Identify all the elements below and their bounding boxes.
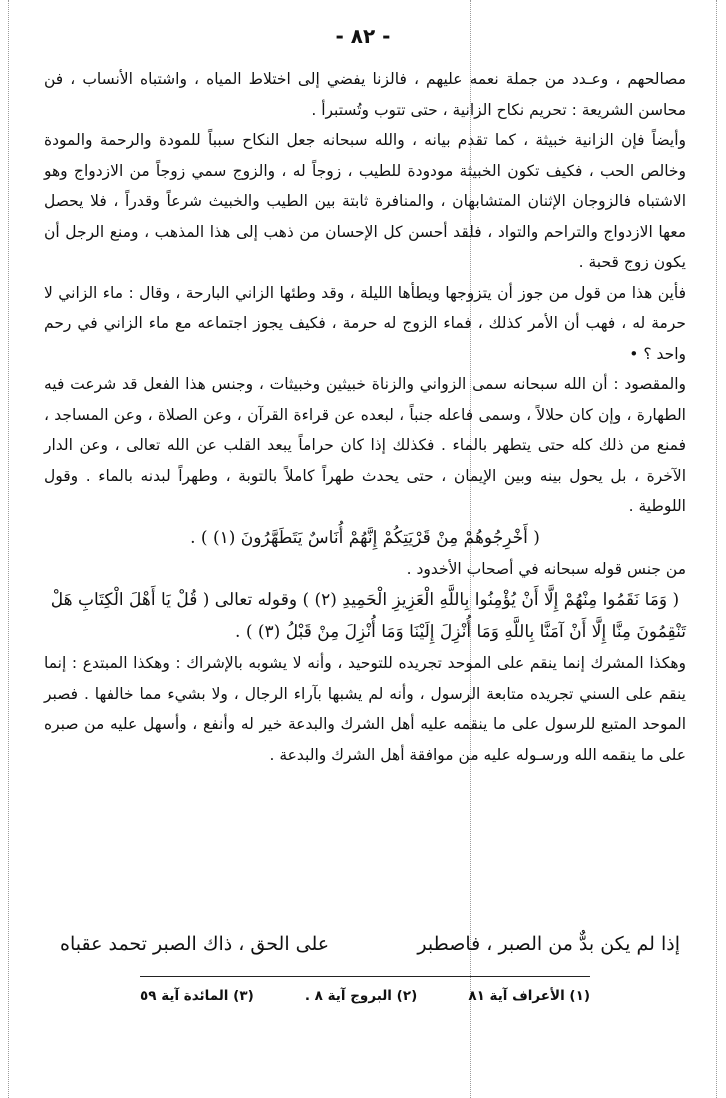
paragraph: فأين هذا من قول من جوز أن يتزوجها ويطأها الليلة ، وقد وطئها الزاني البارحة ، وقال : ماء الزاني لا حرمة له ، فهب أن الأمر كذلك ، فماء الزوج له حرمة ، فكيف يجوز اجتماعه مع ماء الزاني في رحم واحد ؟ • <box>44 283 686 363</box>
footnote: (٢) البروج آية ٨ . <box>304 988 418 1004</box>
paragraph: وهكذا المشرك إنما ينقم على الموحد تجريده للتوحيد ، وأنه لا يشوبه بالإشراك : وهكذا المبتدع : إنما ينقم على السني تجريده متابعة الرسول ، وأنه لم يشبها بآراء الرجال ، ولا بشيء مما خالفها . فصبر الموحد المتبع للرسول على ما ينقمه عليه أهل الشرك والبدعة خير له وأنفع ، وأسهل عليه من صبره على ما ينقمه الله ورسـوله عليه من موافقة أهل الشرك والبدعة . <box>44 654 686 764</box>
main-text <box>44 64 686 770</box>
scan-margin-line <box>8 0 9 1098</box>
paragraph: مصالحهم ، وعـدد من جملة نعمه عليهم ، فالزنا يفضي إلى اختلاط المياه ، واشتباه الأنساب ، فن محاسن الشريعة : تحريم نكاح الزانية ، حتى تتوب وتُستبرأ . <box>44 70 686 119</box>
paragraph: من جنس قوله سبحانه في أصحاب الأخدود . <box>406 559 686 578</box>
page-number: - ٨٢ - <box>335 24 391 48</box>
poem-verse <box>60 924 680 964</box>
scan-margin-line <box>716 0 717 1098</box>
quran-verse: ( أَخْرِجُوهُمْ مِنْ قَرْيَتِكُمْ إِنَّهُمْ أُنَاسٌ يَتَطَهَّرُونَ (١) ) . <box>190 527 540 548</box>
poem-hemistich-left: على الحق ، ذاك الصبر تحمد عقباه <box>60 933 330 955</box>
paragraph: والمقصود : أن الله سبحانه سمى الزواني والزناة خبيثين وخبيثات ، وجنس هذا الفعل قد شرعت فيه الطهارة ، وإن كان حلالاً ، وسمى فاعله جنباً ، لبعده عن قراءة القرآن ، وعن الصلاة ، وعن المساجد ، فمنع من ذلك كله حتى يتطهر بالماء . فكذلك إذا كان حراماً يبعد القلب عن الله تعالى ، وعن الدار الآخرة ، بل يحول بينه وبين الإيمان ، حتى يحدث طهراً كاملاً بالتوبة ، وطهراً لبدنه بالماء . وقول اللوطية . <box>44 375 686 515</box>
paragraph: وأيضاً فإن الزانية خبيثة ، كما تقدم بيانه ، والله سبحانه جعل النكاح سبباً للمودة والرحمة والمودة وخالص الحب ، فكيف تكون الخبيثة مودودة للطيب ، زوجاً له ، والزوج سمي زوجاً من الازدواج وهو الاشتباه فالزوجان الإثنان المتشابهان ، والمنافرة ثابتة بين الطيب والخبيث شرعاً وقدراً ، فلا يحصل معها الازدواج والتراحم والتواد ، فلقد أحسن كل الإحسان من ذهب إلى هذا المذهب ، ومنع الرجل أن يكون زوج قحبة . <box>44 131 686 271</box>
footnote-separator <box>140 976 590 977</box>
footnote: (٣) المائدة آية ٥٩ <box>140 988 254 1004</box>
quran-verse: ( وَمَا نَقَمُوا مِنْهُمْ إِلَّا أَنْ يُؤْمِنُوا بِاللَّهِ الْعَزِيزِ الْحَمِيدِ (٢) ) وقوله تعالى ( قُلْ يَا أَهْلَ الْكِتَابِ هَلْ تَنْقِمُونَ مِنَّا إِلَّا أَنْ آمَنَّا بِاللَّهِ وَمَا أُنْزِلَ إِلَيْنَا وَمَا أُنْزِلَ مِنْ قَبْلُ (٣) ) . <box>50 590 686 642</box>
poem-hemistich-right: إذا لم يكن بدٌّ من الصبر ، فاصطبر <box>417 933 680 955</box>
footnotes <box>140 982 590 1010</box>
footnote: (١) الأعراف آية ٨١ <box>468 988 590 1004</box>
